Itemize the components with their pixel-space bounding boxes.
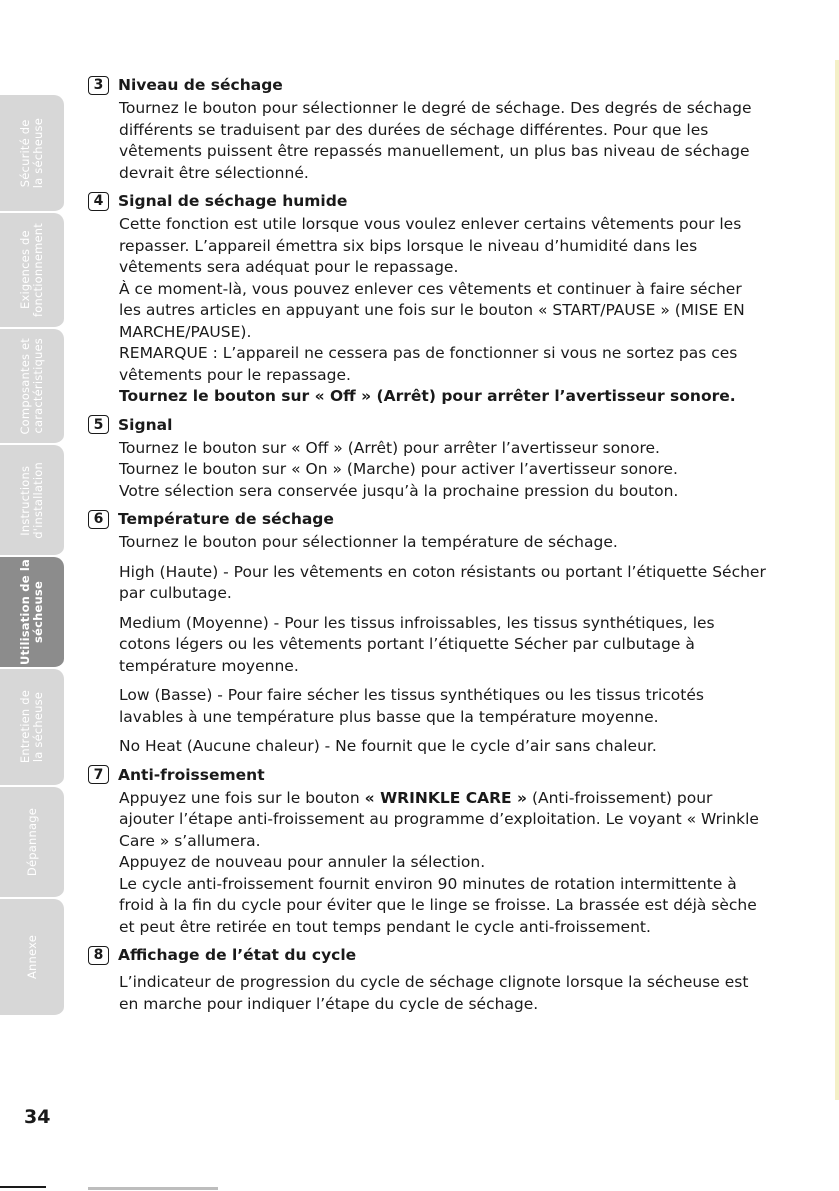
- paragraph-low: Low (Basse) - Pour faire sécher les tissus synthétiques ou les tissus tricotés lavables à une température plus basse que la température moyenne.: [119, 686, 704, 726]
- paragraph: L’indicateur de progression du cycle de séchage clignote lorsque la sécheuse est en marche pour indiquer l’étape du cycle de séchage.: [119, 973, 749, 1013]
- paragraph: Tournez le bouton sur « On » (Marche) pour activer l’avertisseur sonore.: [119, 460, 678, 478]
- section-signal: [88, 412, 768, 503]
- section-wrinkle-care: [88, 762, 768, 939]
- section-body: [119, 972, 768, 1015]
- section-heading: [88, 412, 768, 438]
- section-heading: [88, 506, 768, 532]
- section-cycle-status: [88, 942, 768, 1015]
- page-number: 34: [24, 1106, 51, 1128]
- tab-components-features[interactable]: [0, 329, 64, 445]
- tab-label: Entretien de la sécheuse: [18, 690, 45, 764]
- section-title: Signal de séchage humide: [118, 192, 348, 210]
- text-run: Appuyez une fois sur le bouton: [119, 788, 365, 807]
- paragraph: Tournez le bouton pour sélectionner la température de séchage.: [119, 533, 618, 551]
- section-number-badge: 7: [88, 765, 109, 784]
- paragraph: [119, 788, 768, 853]
- tab-operating-requirements[interactable]: [0, 213, 64, 329]
- section-damp-dry-signal: [88, 188, 768, 408]
- section-title: Affichage de l’état du cycle: [118, 946, 357, 964]
- note-paragraph: REMARQUE : L’appareil ne cessera pas de fonctionner si vous ne sortez pas ces vêtements pour le repassage.: [119, 344, 738, 384]
- section-number-badge: 3: [88, 76, 109, 95]
- paragraph: Votre sélection sera conservée jusqu’à la prochaine pression du bouton.: [119, 481, 679, 500]
- tab-installation-instructions[interactable]: [0, 445, 64, 557]
- section-body: [119, 438, 768, 503]
- section-dry-temperature: [88, 506, 768, 758]
- section-number-badge: 5: [88, 415, 109, 434]
- tab-label: Utilisation de la sécheuse: [18, 559, 45, 665]
- page-edge-tint: [835, 60, 839, 1100]
- tab-using-dryer[interactable]: [0, 557, 64, 669]
- tab-dryer-safety[interactable]: [0, 95, 64, 213]
- section-dryness-level: [88, 72, 768, 184]
- page-content: [88, 72, 768, 1019]
- paragraph: Tournez le bouton pour sélectionner le degré de séchage. Des degrés de séchage différents se traduisent par des durées de séchage différentes. Pour que les vêtements puissent être repassés manuellement, un plus bas niveau de séchage devrait être sélectionné.: [119, 99, 752, 182]
- section-title: Température de séchage: [118, 510, 334, 528]
- footer-rule: [0, 1186, 46, 1188]
- paragraph: Tournez le bouton sur « Off » (Arrêt) pour arrêter l’avertisseur sonore.: [119, 438, 660, 457]
- bold-instruction: Tournez le bouton sur « Off » (Arrêt) pour arrêter l’avertisseur sonore.: [119, 387, 736, 405]
- text-run: (Anti-froissement) pour ajouter l’étape anti-froissement au programme d’exploitation. Le voyant « Wrinkle Care » s’allumera.: [119, 788, 759, 850]
- section-heading: [88, 188, 768, 214]
- wrinkle-care-button-name: « WRINKLE CARE »: [364, 788, 528, 807]
- paragraph: À ce moment-là, vous pouvez enlever ces vêtements et continuer à faire sécher les autres articles en appuyant une fois sur le bouton « START/PAUSE » (MISE EN MARCHE/PAUSE).: [119, 279, 745, 341]
- section-number-badge: 4: [88, 192, 109, 211]
- tab-label: Sécurité de la sécheuse: [18, 117, 45, 189]
- tab-label: Composantes et caractéristiques: [18, 337, 45, 435]
- paragraph-medium: Medium (Moyenne) - Pour les tissus infroissables, les tissus synthétiques, les cotons légers ou les vêtements portant l’étiquette Sécher par culbutage à température moyenne.: [119, 613, 715, 675]
- section-title: Anti-froissement: [118, 765, 265, 784]
- paragraph: Cette fonction est utile lorsque vous voulez enlever certains vêtements pour les repasser. L’appareil émettra six bips lorsque le niveau d’humidité dans les vêtements sera adéquat pour le repassage.: [119, 215, 742, 276]
- paragraph-no-heat: No Heat (Aucune chaleur) - Ne fournit que le cycle d’air sans chaleur.: [119, 737, 657, 755]
- tab-troubleshooting[interactable]: [0, 787, 64, 899]
- paragraph: Le cycle anti-froissement fournit environ 90 minutes de rotation intermittente à froid à la fin du cycle pour éviter que le linge se froisse. La brassée est déjà sèche et peut être retirée en tout temps pendant le cycle anti-froissement.: [119, 874, 757, 936]
- section-heading: [88, 762, 768, 788]
- tab-appendix[interactable]: [0, 899, 64, 1017]
- section-number-badge: 6: [88, 510, 109, 529]
- tab-label: Annexe: [24, 934, 39, 980]
- section-number-badge: 8: [88, 946, 109, 965]
- paragraph: Appuyez de nouveau pour annuler la sélection.: [119, 853, 486, 871]
- section-body: [119, 214, 768, 408]
- paragraph-high: High (Haute) - Pour les vêtements en coton résistants ou portant l’étiquette Sécher par culbutage.: [119, 562, 766, 602]
- tab-dryer-maintenance[interactable]: [0, 669, 64, 787]
- section-title: Signal: [118, 415, 173, 434]
- section-heading: [88, 72, 768, 98]
- tab-label: Instructions d'installation: [18, 461, 45, 539]
- tab-label: Exigences de fonctionnement: [18, 223, 45, 317]
- section-body: [119, 98, 768, 184]
- section-body: [119, 532, 768, 758]
- section-body: [119, 788, 768, 939]
- section-heading: [88, 942, 768, 968]
- footer-mark: [88, 1187, 218, 1190]
- tab-label: Dépannage: [24, 807, 39, 877]
- section-title: Niveau de séchage: [118, 76, 283, 94]
